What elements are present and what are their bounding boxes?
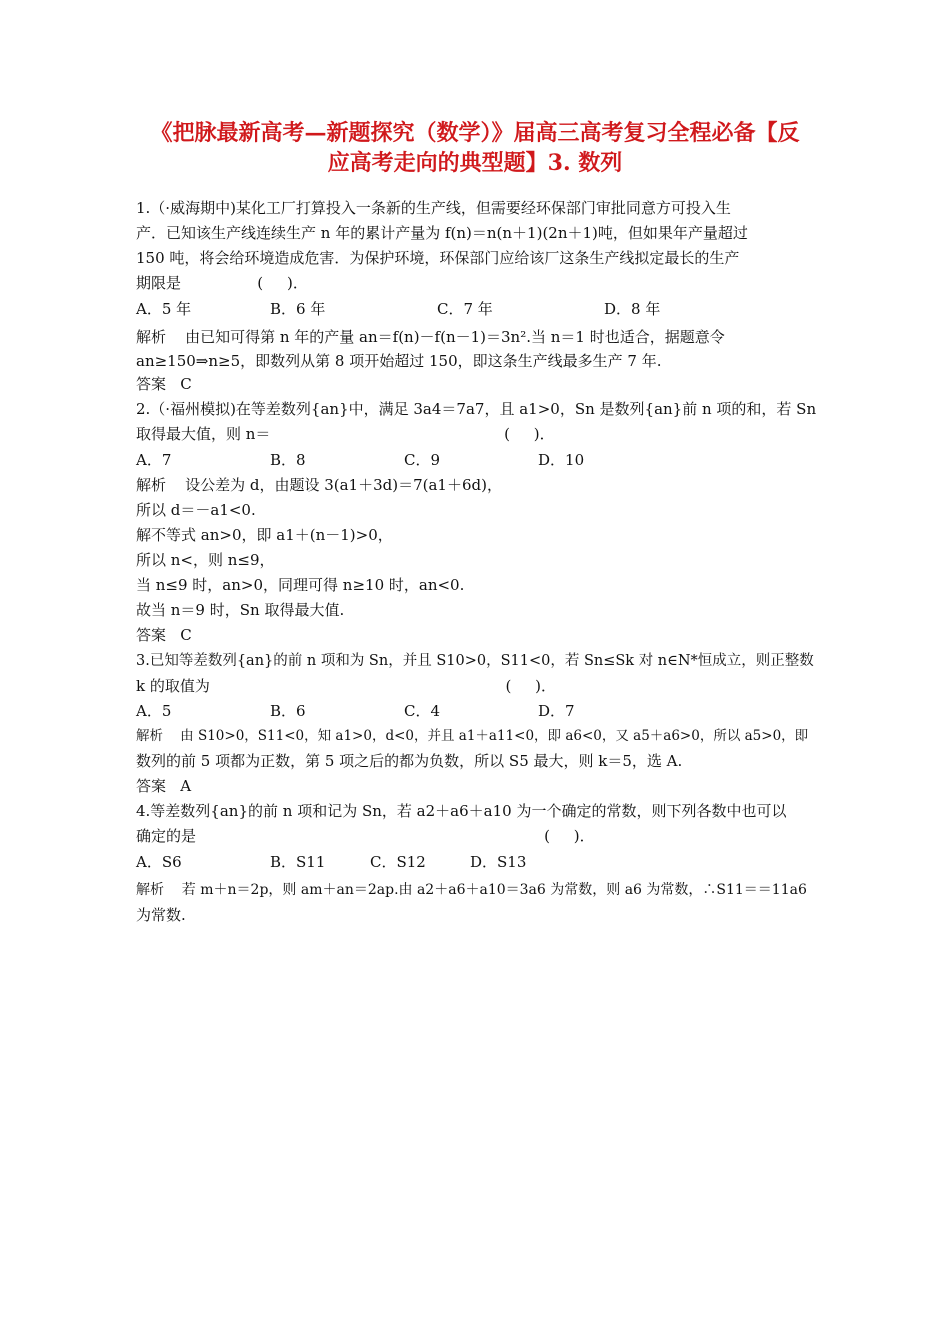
answer-label: 答案 C — [136, 375, 192, 393]
option-a: A．7 — [136, 451, 172, 469]
answer-label: 答案 C — [136, 626, 192, 644]
option-d: D．7 — [538, 702, 575, 720]
option-d: D．8 年 — [604, 300, 661, 318]
option-b: B．8 — [270, 451, 306, 469]
analysis-text: 故当 n＝9 时，Sn 取得最大值. — [136, 601, 345, 619]
option-b: B．S11 — [270, 853, 326, 871]
option-c: C．9 — [404, 451, 441, 469]
option-c: C．4 — [404, 702, 441, 720]
analysis-text: 当 n≤9 时，an>0，同理可得 n≥10 时，an<0. — [136, 576, 465, 594]
question-text: 确定的是 ( )． — [136, 827, 595, 845]
analysis-text: 解析 由 S10>0，S11<0，知 a1>0，d<0，并且 a1＋a11<0，即 a6<0，又 a5＋a6>0，所以 a5>0，即 — [136, 728, 809, 744]
question-text: 产．已知该生产线连续生产 n 年的累计产量为 f(n)＝n(n＋1)(2n＋1)吨，但如果年产量超过 — [136, 224, 748, 242]
option-b: B．6 年 — [270, 300, 326, 318]
title-line-1: 《把脉最新高考—新题探究（数学）》届高三高考复习全程必备【反 — [150, 120, 800, 146]
analysis-text: 所以 d＝－a1<0. — [136, 501, 256, 519]
analysis-text: 解不等式 an>0，即 a1＋(n－1)>0， — [136, 526, 393, 544]
analysis-text: an≥150⇒n≥5，即数列从第 8 项开始超过 150，即这条生产线最多生产 7 年. — [136, 352, 662, 370]
analysis-text: 为常数. — [136, 906, 186, 924]
analysis-text: 所以 n<，则 n≤9， — [136, 551, 275, 569]
option-a: A．5 — [136, 702, 172, 720]
title-line-2: 应高考走向的典型题】3. 数列 — [327, 150, 623, 176]
question-text: 1.（·威海期中)某化工厂打算投入一条新的生产线，但需要经环保部门审批同意方可投入生 — [136, 199, 731, 217]
option-a: A．S6 — [136, 853, 182, 871]
option-c: C．S12 — [370, 853, 426, 871]
option-b: B．6 — [270, 702, 306, 720]
question-text: 3.已知等差数列{an}的前 n 项和为 Sn，并且 S10>0，S11<0，若 Sn≤Sk 对 n∈N*恒成立，则正整数 — [136, 653, 814, 669]
option-d: D．S13 — [470, 853, 527, 871]
question-text: k 的取值为 ( )． — [136, 677, 557, 695]
analysis-text: 解析 由已知可得第 n 年的产量 an＝f(n)－f(n－1)＝3n².当 n＝1 时也适合，据题意令 — [136, 328, 725, 346]
question-text: 2.（·福州模拟)在等差数列{an}中，满足 3a4＝7a7，且 a1>0，Sn 是数列{an}前 n 项的和，若 Sn — [136, 400, 817, 418]
analysis-text: 解析 设公差为 d，由题设 3(a1＋3d)＝7(a1＋6d)， — [136, 476, 502, 494]
option-d: D．10 — [538, 451, 585, 469]
answer-label: 答案 A — [136, 777, 192, 795]
analysis-text: 解析 若 m＋n＝2p，则 am＋an＝2ap.由 a2＋a6＋a10＝3a6 为常数，则 a6 为常数，∴S11＝＝11a6 — [136, 882, 807, 898]
question-text: 150 吨，将会给环境造成危害．为保护环境，环保部门应给该厂这条生产线拟定最长的生产 — [136, 249, 740, 267]
question-text: 取得最大值，则 n＝ ( )． — [136, 425, 555, 443]
question-text: 期限是 ( )． — [136, 274, 308, 292]
analysis-text: 数列的前 5 项都为正数，第 5 项之后的都为负数，所以 S5 最大，则 k＝5，选 A. — [136, 752, 683, 770]
option-a: A．5 年 — [136, 300, 192, 318]
question-text: 4.等差数列{an}的前 n 项和记为 Sn，若 a2＋a6＋a10 为一个确定的常数，则下列各数中也可以 — [136, 802, 787, 820]
option-c: C．7 年 — [437, 300, 493, 318]
